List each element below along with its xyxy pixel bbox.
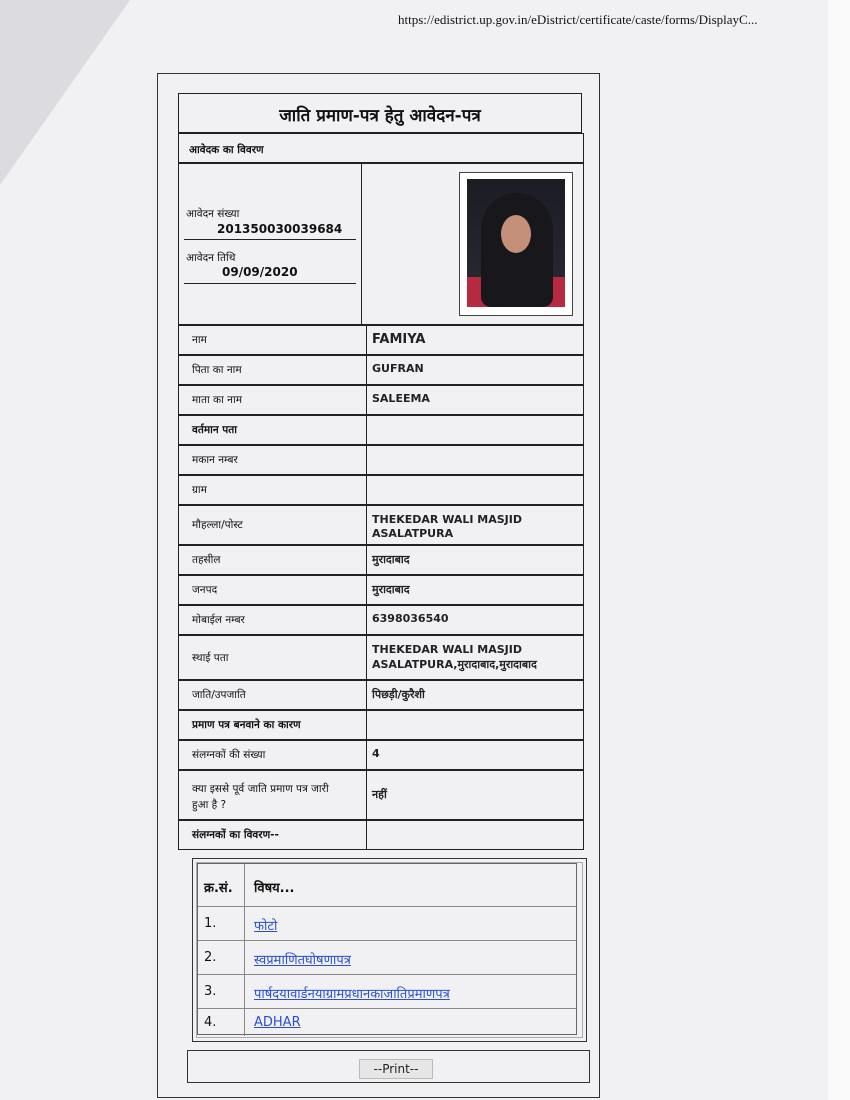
application-date: 09/09/2020 (222, 265, 298, 279)
print-area (187, 1050, 590, 1083)
field-value: 4 (372, 747, 380, 760)
field-value: मुरादाबाद (372, 583, 410, 596)
field-label: प्रमाण पत्र बनवाने का कारण (192, 719, 301, 731)
field-label: मौहल्ला/पोस्ट (192, 519, 243, 531)
attachment-serial: 4. (204, 1015, 217, 1030)
attachment-serial: 1. (204, 916, 217, 931)
application-number-label: आवेदन संख्या (186, 208, 240, 220)
field-value-line2: ASALATPURA (372, 527, 454, 540)
field-label: माता का नाम (192, 394, 242, 406)
field-label: मकान नम्बर (192, 454, 238, 466)
application-number: 201350030039684 (217, 222, 343, 236)
field-label: क्या इससे पूर्व जाति प्रमाण पत्र जारी (192, 783, 329, 795)
field-label: नाम (192, 334, 207, 346)
attachments-table (197, 863, 577, 1035)
attachment-row (198, 1008, 576, 1036)
field-label: वर्तमान पता (192, 424, 237, 436)
field-value: नहीं (372, 788, 387, 801)
field-label: संलग्नकों का विवरण-- (192, 829, 279, 841)
field-value: मुरादाबाद (372, 553, 410, 566)
divider (184, 239, 356, 240)
field-label: ग्राम (192, 484, 207, 496)
field-row (178, 445, 584, 475)
page-edge (828, 0, 850, 1100)
header-serial: क्र.सं. (204, 881, 233, 896)
scanned-page-corner (0, 0, 130, 185)
field-label: स्थाई पता (192, 651, 229, 664)
field-value: GUFRAN (372, 362, 424, 375)
field-value-line2: ASALATPURA,मुरादाबाद,मुरादाबाद (372, 658, 537, 671)
applicant-photo (459, 172, 573, 316)
attachment-row (198, 974, 576, 1009)
field-label: जाति/उपजाति (192, 689, 246, 701)
form-title: जाति प्रमाण-पत्र हेतु आवेदन-पत्र (279, 106, 481, 126)
print-button[interactable]: --Print-- (359, 1059, 433, 1079)
field-label-line2: हुआ है ? (192, 799, 227, 811)
field-value: SALEEMA (372, 392, 430, 405)
field-label: संलग्नकों की संख्या (192, 749, 266, 761)
form-title-box (178, 93, 582, 133)
attachment-link-councillor-certificate[interactable]: पार्षदयावार्डनयाग्रामप्रधानकाजातिप्रमाणपत्र (254, 987, 450, 1002)
field-label: मोबाईल नम्बर (192, 614, 245, 626)
field-value: FAMIYA (372, 332, 426, 347)
field-row (178, 415, 584, 445)
attachment-serial: 3. (204, 984, 217, 999)
field-label: जनपद (192, 584, 218, 596)
divider (184, 283, 356, 284)
applicant-section-header (178, 133, 584, 163)
field-value: THEKEDAR WALI MASJID (372, 643, 522, 656)
attachments-header-row (198, 864, 576, 906)
field-label: पिता का नाम (192, 364, 242, 376)
attachment-row (198, 940, 576, 975)
field-value: 6398036540 (372, 612, 449, 625)
attachment-serial: 2. (204, 950, 217, 965)
field-value: THEKEDAR WALI MASJID (372, 513, 522, 526)
section-title: आवेदक का विवरण (189, 144, 264, 156)
field-label: तहसील (192, 554, 221, 566)
page-url: https://edistrict.up.gov.in/eDistrict/certificate/caste/forms/DisplayC... (398, 12, 758, 27)
attachment-row (198, 906, 576, 941)
attachment-link-aadhar[interactable]: ADHAR (254, 1015, 301, 1030)
application-date-label: आवेदन तिथि (186, 252, 236, 264)
attachment-link-photo[interactable]: फोटो (254, 919, 278, 934)
attachment-link-self-declaration[interactable]: स्वप्रमाणितघोषणापत्र (254, 953, 351, 968)
field-value: पिछड़ी/कुरैशी (372, 688, 425, 701)
field-row (178, 475, 584, 505)
header-subject: विषय... (254, 881, 295, 896)
